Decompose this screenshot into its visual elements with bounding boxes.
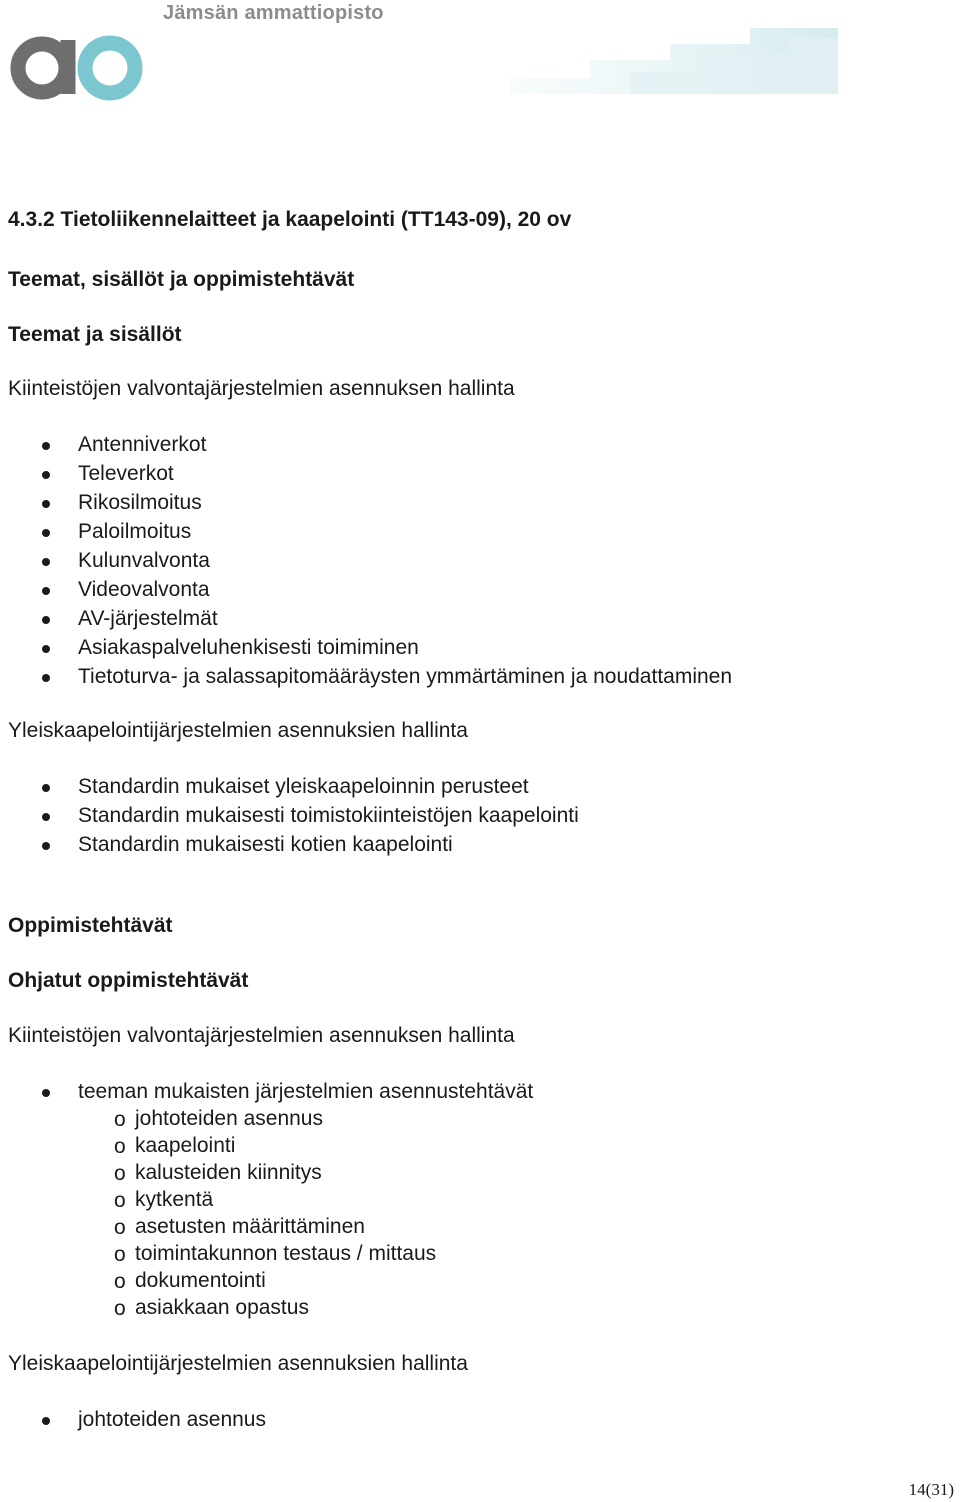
bullet-icon [42,842,50,850]
sub-item-marker: o [114,1216,126,1239]
sub-item-marker: o [114,1270,126,1293]
header-steps-graphic [430,8,842,103]
logo-letter-a [18,40,68,94]
bullet-icon [42,471,50,479]
sub-item-marker: o [114,1243,126,1266]
list-item: Televerkot [78,462,174,485]
list-item: Kulunvalvonta [78,549,210,572]
bullet-icon [42,500,50,508]
sub-list-item: asiakkaan opastus [135,1296,309,1319]
list-item: johtoteiden asennus [78,1408,266,1431]
sub-item-marker: o [114,1108,126,1131]
sub-list-item: kaapelointi [135,1134,236,1157]
tasks-heading: Oppimistehtävät [8,914,173,937]
guided-tasks-heading: Ohjatut oppimistehtävät [8,969,249,992]
bullet-icon [42,558,50,566]
bullet-icon [42,1089,50,1097]
block4-title: Yleiskaapelointijärjestelmien asennuksien hallinta [8,1352,468,1375]
sub-item-marker: o [114,1135,126,1158]
list-item: Antenniverkot [78,433,207,456]
themes-heading: Teemat, sisällöt ja oppimistehtävät [8,268,355,291]
block1-title: Kiinteistöjen valvontajärjestelmien asennuksen hallinta [8,377,515,400]
bullet-icon [42,529,50,537]
bullet-icon [42,587,50,595]
list-item: Standardin mukaisesti kotien kaapelointi [78,833,453,856]
page-number: 14(31) [908,1480,954,1499]
themes-contents-heading: Teemat ja sisällöt [8,323,182,346]
list-item: Videovalvonta [78,578,210,601]
bullet-icon [42,1417,50,1425]
bullet-icon [42,784,50,792]
sub-item-marker: o [114,1297,126,1320]
block2-title: Yleiskaapelointijärjestelmien asennuksien hallinta [8,719,468,742]
list-item: teeman mukaisten järjestelmien asennustehtävät [78,1080,534,1103]
bullet-icon [42,442,50,450]
list-item: AV-järjestelmät [78,607,218,630]
sub-list-item: kytkentä [135,1188,214,1211]
sub-list-item: kalusteiden kiinnitys [135,1161,322,1184]
list-item: Asiakaspalveluhenkisesti toimiminen [78,636,419,659]
block3-title: Kiinteistöjen valvontajärjestelmien asennuksen hallinta [8,1024,515,1047]
list-item: Paloilmoitus [78,520,192,543]
logo [6,18,156,107]
list-item: Standardin mukaisesti toimistokiinteistöjen kaapelointi [78,804,579,827]
logo-letter-o [85,43,135,93]
bullet-icon [42,674,50,682]
bullet-icon [42,813,50,821]
sub-item-marker: o [114,1162,126,1185]
section-title: 4.3.2 Tietoliikennelaitteet ja kaapelointi (TT143-09), 20 ov [8,208,572,231]
list-item: Tietoturva- ja salassapitomääräysten ymmärtäminen ja noudattaminen [78,665,733,688]
sub-list-item: toimintakunnon testaus / mittaus [135,1242,437,1265]
sub-list-item: johtoteiden asennus [135,1107,323,1130]
list-item: Rikosilmoitus [78,491,202,514]
sub-list-item: dokumentointi [135,1269,266,1292]
list-item: Standardin mukaiset yleiskaapeloinnin perusteet [78,775,529,798]
sub-item-marker: o [114,1189,126,1212]
bullet-icon [42,645,50,653]
bullet-icon [42,616,50,624]
org-name: Jämsän ammattiopisto [163,2,384,24]
sub-list-item: asetusten määrittäminen [135,1215,365,1238]
